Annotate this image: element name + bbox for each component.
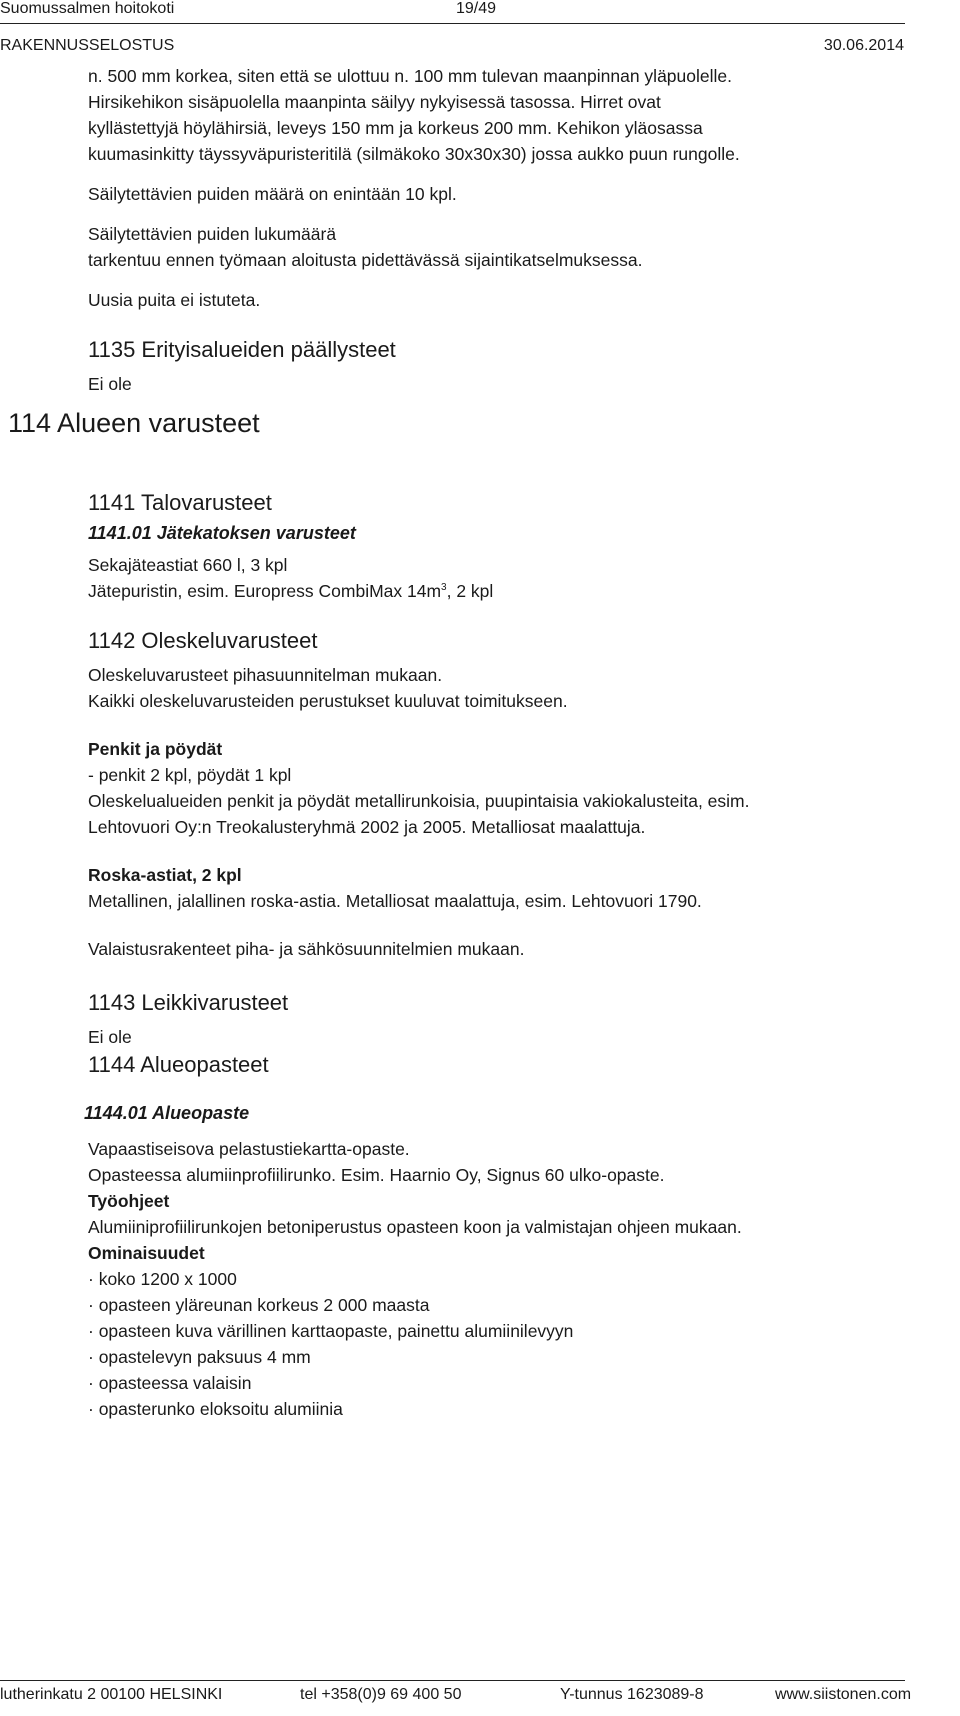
paragraph: Alumiiniprofiilirunkojen betoniperustus opasteen koon ja valmistajan ohjeen mukaan. — [88, 1217, 742, 1237]
paragraph: Opasteessa alumiinprofiilirunko. Esim. Haarnio Oy, Signus 60 ulko-opaste. — [88, 1165, 665, 1185]
paragraph: Säilytettävien puiden lukumäärä — [88, 224, 337, 244]
paragraph: Valaistusrakenteet piha- ja sähkösuunnitelmien mukaan. — [88, 939, 525, 959]
header-page-number: 19/49 — [456, 0, 497, 17]
section-heading-1135: 1135 Erityisalueiden päällysteet — [88, 337, 396, 362]
paragraph: Hirsikehikon sisäpuolella maanpinta säilyy nykyisessä tasossa. Hirret ovat — [88, 92, 661, 112]
subsection-heading-114101: 1141.01 Jätekatoksen varusteet — [88, 523, 356, 543]
superscript: 3 — [441, 582, 447, 594]
paragraph: Uusia puita ei istuteta. — [88, 290, 261, 310]
paragraph: Ei ole — [88, 374, 132, 394]
list-item: · opasteen yläreunan korkeus 2 000 maasta — [88, 1295, 430, 1315]
footer-divider — [0, 1680, 905, 1681]
section-heading-1143: 1143 Leikkivarusteet — [88, 990, 289, 1015]
paragraph: Ei ole — [88, 1027, 132, 1047]
section-heading-114: 114 Alueen varusteet — [8, 408, 260, 438]
paragraph — [88, 578, 948, 604]
paragraph: Oleskelualueiden penkit ja pöydät metallirunkoisia, puupintaisia vakiokalusteita, esim. — [88, 791, 750, 811]
paragraph: Oleskeluvarusteet pihasuunnitelman mukaan. — [88, 665, 443, 685]
list-item: · opastelevyn paksuus 4 mm — [88, 1347, 311, 1367]
document-body — [88, 63, 948, 397]
paragraph: n. 500 mm korkea, siten että se ulottuu n. 100 mm tulevan maanpinnan yläpuolelle. — [88, 66, 732, 86]
header-date: 30.06.2014 — [823, 37, 904, 54]
footer-web: www.siistonen.com — [775, 1686, 912, 1703]
paragraph: Sekajäteastiat 660 l, 3 kpl — [88, 555, 288, 575]
paragraph: kyllästettyjä höylähirsiä, leveys 150 mm ja korkeus 200 mm. Kehikon yläosassa — [88, 118, 703, 138]
list-item: · opasteessa valaisin — [88, 1373, 252, 1393]
page-header-top — [0, 0, 904, 18]
footer-phone: tel +358(0)9 69 400 50 — [300, 1686, 462, 1703]
paragraph-text: Jätepuristin, esim. Europress CombiMax 14m — [88, 581, 442, 601]
document-body-continued — [84, 488, 948, 1422]
paragraph: Säilytettävien puiden määrä on enintään 10 kpl. — [88, 184, 457, 204]
paragraph: kuumasinkitty täyssyväpuristeritilä (silmäkoko 30x30x30) jossa aukko puun rungolle. — [88, 144, 740, 164]
header-divider — [0, 23, 905, 24]
footer-address: lutherinkatu 2 00100 HELSINKI — [0, 1686, 223, 1703]
paragraph-text: , 2 kpl — [446, 581, 494, 601]
paragraph: Metallinen, jalallinen roska-astia. Metalliosat maalattuja, esim. Lehtovuori 1790. — [88, 891, 702, 911]
paragraph: - penkit 2 kpl, pöydät 1 kpl — [88, 765, 292, 785]
paragraph: tarkentuu ennen työmaan aloitusta pidettävässä sijaintikatselmuksessa. — [88, 250, 643, 270]
subheading-roska: Roska-astiat, 2 kpl — [88, 865, 242, 885]
paragraph: Kaikki oleskeluvarusteiden perustukset kuuluvat toimitukseen. — [88, 691, 568, 711]
header-doc-type: RAKENNUSSELOSTUS — [0, 37, 175, 54]
footer-business-id: Y-tunnus 1623089-8 — [560, 1686, 704, 1703]
section-heading-1142: 1142 Oleskeluvarusteet — [88, 628, 318, 653]
subheading-penkit: Penkit ja pöydät — [88, 739, 223, 759]
paragraph: Vapaastiseisova pelastustiekartta-opaste. — [88, 1139, 410, 1159]
list-item: · opasterunko eloksoitu alumiinia — [88, 1399, 343, 1419]
page-header-sub — [0, 37, 904, 55]
list-item: · opasteen kuva värillinen karttaopaste, painettu alumiinilevyyn — [88, 1321, 574, 1341]
subheading-ominaisuudet: Ominaisuudet — [88, 1243, 205, 1263]
header-org: Suomussalmen hoitokoti — [0, 0, 175, 17]
subheading-tyoohjeet: Työohjeet — [88, 1191, 170, 1211]
section-heading-1141: 1141 Talovarusteet — [88, 490, 272, 515]
paragraph: Lehtovuori Oy:n Treokalusteryhmä 2002 ja 2005. Metalliosat maalattuja. — [88, 817, 646, 837]
list-item: · koko 1200 x 1000 — [88, 1269, 237, 1289]
section-heading-1144: 1144 Alueopasteet — [88, 1052, 269, 1077]
subsection-heading-114401: 1144.01 Alueopaste — [84, 1103, 250, 1123]
